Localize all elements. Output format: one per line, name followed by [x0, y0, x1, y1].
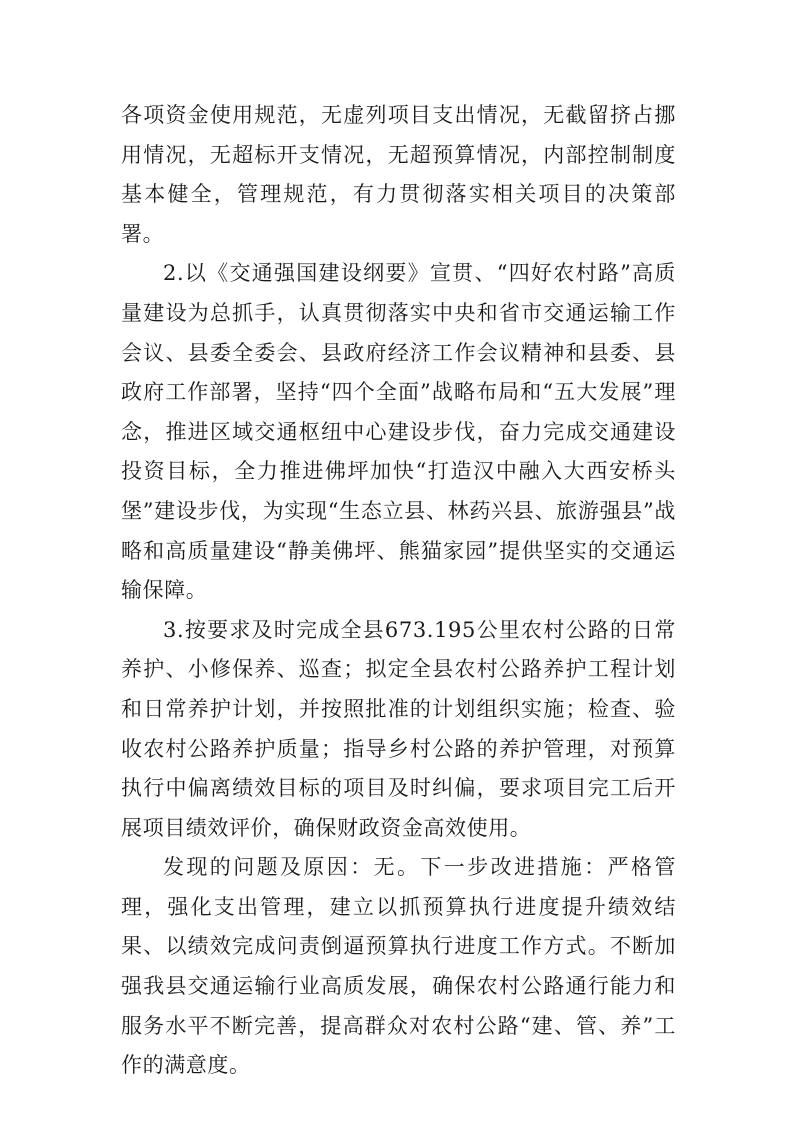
paragraph-item-3: 3.按要求及时完成全县673.195公里农村公路的日常养护、小修保养、巡查；拟定全县农村公路养护工程计划和日常养护计划，并按照批准的计划组织实施；检查、验收农村公路养护质量；指导乡村公路的养护管理，对预算执行中偏离绩效目标的项目及时纠偏，要求项目完工后开展项目绩效评价，确保财政资金高效使用。	[121, 617, 676, 840]
paragraph-item-2: 2.以《交通强国建设纲要》宣贯、“四好农村路”高质量建设为总抓手，认真贯彻落实中央和省市交通运输工作会议、县委全委会、县政府经济工作会议精神和县委、县政府工作部署，坚持“四个全面”战略布局和“五大发展”理念，推进区域交通枢纽中心建设步伐，奋力完成交通建设投资目标，全力推进佛坪加快“打造汉中融入大西安桥头堡”建设步伐，为实现“生态立县、林药兴县、旅游强县”战略和高质量建设“静美佛坪、熊猫家园”提供坚实的交通运输保障。	[121, 261, 676, 603]
paragraph-continuation: 各项资金使用规范，无虚列项目支出情况，无截留挤占挪用情况，无超标开支情况，无超预算情况，内部控制制度基本健全，管理规范，有力贯彻落实相关项目的决策部署。	[121, 103, 676, 246]
paragraph-issues-and-measures: 发现的问题及原因：无。下一步改进措施：严格管理，强化支出管理，建立以抓预算执行进度提升绩效结果、以绩效完成问责倒逼预算执行进度工作方式。不断加强我县交通运输行业高质发展，确保农村公路通行能力和服务水平不断完善，提高群众对农村公路“建、管、养”工作的满意度。	[121, 855, 676, 1078]
document-body	[121, 96, 676, 1086]
